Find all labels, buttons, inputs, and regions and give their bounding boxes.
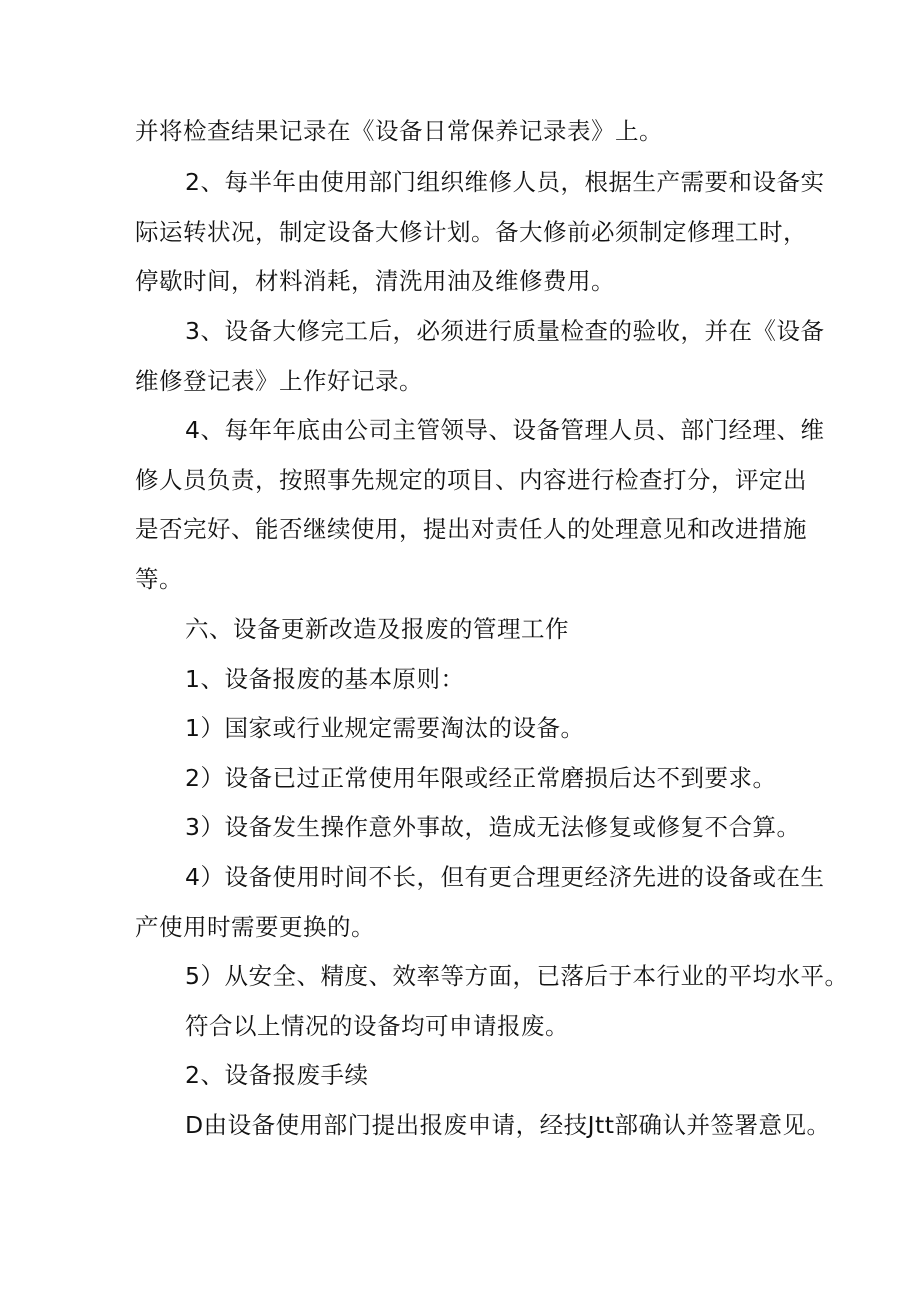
section-heading: 六、设备更新改造及报废的管理工作 [185, 615, 569, 643]
text-line: 4、每年年底由公司主管领导、设备管理人员、部门经理、维 [185, 416, 825, 444]
text-line: 符合以上情况的设备均可申请报废。 [185, 1012, 569, 1040]
text-line: 停歇时间，材料消耗，清洗用油及维修费用。 [135, 267, 615, 295]
text-line: D由设备使用部门提出报废申请，经技Jtt部确认并签署意见。 [185, 1111, 831, 1139]
text-line: 3、设备大修完工后，必须进行质量检查的验收，并在《设备 [185, 317, 825, 345]
list-item: 4）设备使用时间不长，但有更合理更经济先进的设备或在生 [185, 863, 825, 891]
text-line: 是否完好、能否继续使用，提出对责任人的处理意见和改进措施 [135, 515, 807, 543]
text-line: 1、设备报废的基本原则： [185, 665, 465, 693]
list-item: 1）国家或行业规定需要淘汰的设备。 [185, 714, 585, 742]
text-line: 并将检查结果记录在《设备日常保养记录表》上。 [135, 117, 663, 145]
text-line: 修人员负责，按照事先规定的项目、内容进行检查打分，评定出 [135, 466, 807, 494]
list-item: 2）设备已过正常使用年限或经正常磨损后达不到要求。 [185, 764, 777, 792]
list-item: 3）设备发生操作意外事故，造成无法修复或修复不合算。 [185, 813, 801, 841]
text-line: 2、设备报废手续 [185, 1061, 369, 1089]
text-line: 等。 [135, 565, 183, 593]
text-line: 际运转状况，制定设备大修计划。备大修前必须制定修理工时， [135, 218, 807, 246]
list-item: 5）从安全、精度、效率等方面，已落后于本行业的平均水平。 [185, 962, 849, 990]
text-line: 产使用时需要更换的。 [135, 913, 375, 941]
text-line: 维修登记表》上作好记录。 [135, 367, 423, 395]
text-line: 2、每半年由使用部门组织维修人员，根据生产需要和设备实 [185, 168, 825, 196]
